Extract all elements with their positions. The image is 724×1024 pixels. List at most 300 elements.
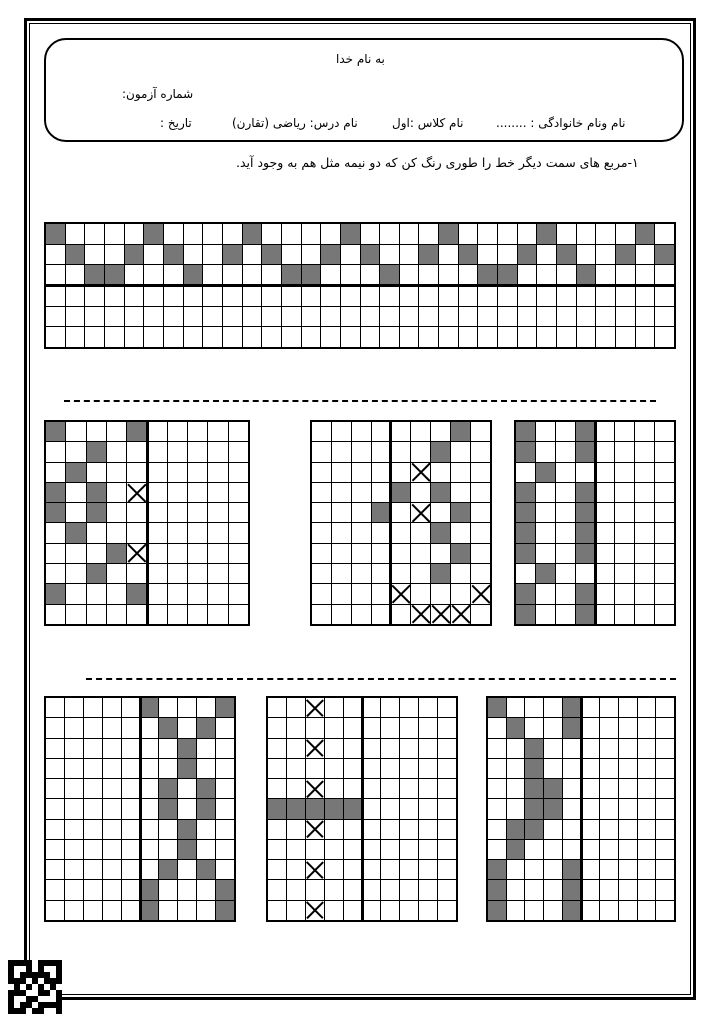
grid-cell[interactable] — [411, 523, 430, 542]
grid-cell[interactable] — [498, 307, 517, 327]
grid-cell[interactable] — [596, 245, 615, 265]
grid-cell[interactable] — [392, 503, 411, 522]
grid-cell[interactable] — [46, 605, 65, 624]
shaded-cell[interactable] — [563, 880, 581, 899]
grid-cell[interactable] — [140, 739, 158, 758]
grid-cell[interactable] — [84, 779, 102, 798]
grid-cell[interactable] — [419, 307, 438, 327]
grid-cell[interactable] — [325, 820, 343, 839]
grid-cell[interactable] — [400, 718, 418, 737]
grid-cell[interactable] — [66, 286, 85, 306]
grid-cell[interactable] — [332, 483, 351, 502]
shaded-cell[interactable] — [451, 422, 470, 441]
grid-cell[interactable] — [332, 544, 351, 563]
grid-cell[interactable] — [372, 463, 391, 482]
grid-cell[interactable] — [203, 224, 222, 244]
shaded-cell[interactable] — [459, 245, 478, 265]
grid-cell[interactable] — [197, 698, 215, 717]
shaded-cell[interactable] — [451, 503, 470, 522]
grid-cell[interactable] — [392, 523, 411, 542]
grid-cell[interactable] — [344, 698, 362, 717]
shaded-cell[interactable] — [282, 265, 301, 285]
grid-cell[interactable] — [536, 442, 555, 461]
grid-cell[interactable] — [451, 463, 470, 482]
grid-cell[interactable] — [411, 442, 430, 461]
grid-cell[interactable] — [306, 718, 324, 737]
grid-cell[interactable] — [596, 265, 615, 285]
grid-cell[interactable] — [556, 605, 575, 624]
grid-cell[interactable] — [203, 327, 222, 347]
grid-cell[interactable] — [208, 544, 227, 563]
grid-cell[interactable] — [144, 245, 163, 265]
grid-cell[interactable] — [164, 327, 183, 347]
shaded-cell[interactable] — [87, 483, 106, 502]
grid-cell[interactable] — [544, 901, 562, 920]
grid-cell[interactable] — [362, 799, 380, 818]
grid-cell[interactable] — [638, 779, 656, 798]
grid-cell[interactable] — [635, 463, 654, 482]
grid-cell[interactable] — [66, 503, 85, 522]
grid-cell[interactable] — [544, 759, 562, 778]
grid-cell[interactable] — [332, 564, 351, 583]
grid-cell[interactable] — [488, 718, 506, 737]
shaded-cell[interactable] — [197, 718, 215, 737]
grid-cell[interactable] — [577, 286, 596, 306]
grid-cell[interactable] — [287, 779, 305, 798]
grid-cell[interactable] — [125, 286, 144, 306]
grid-cell[interactable] — [84, 880, 102, 899]
grid-cell[interactable] — [46, 718, 64, 737]
grid-cell[interactable] — [536, 503, 555, 522]
shaded-cell[interactable] — [178, 739, 196, 758]
grid-cell[interactable] — [616, 286, 635, 306]
grid-cell[interactable] — [188, 503, 207, 522]
shaded-cell[interactable] — [563, 718, 581, 737]
grid-cell[interactable] — [147, 584, 166, 603]
grid-cell[interactable] — [438, 698, 456, 717]
grid-cell[interactable] — [638, 820, 656, 839]
grid-cell[interactable] — [488, 739, 506, 758]
grid-cell[interactable] — [332, 463, 351, 482]
grid-cell[interactable] — [46, 840, 64, 859]
grid-cell[interactable] — [635, 422, 654, 441]
grid-cell[interactable] — [615, 483, 634, 502]
shaded-cell[interactable] — [431, 564, 450, 583]
grid-cell[interactable] — [105, 286, 124, 306]
grid-cell[interactable] — [103, 799, 121, 818]
grid-cell[interactable] — [600, 820, 618, 839]
grid-cell[interactable] — [459, 286, 478, 306]
grid-cell[interactable] — [168, 483, 187, 502]
shaded-cell[interactable] — [576, 503, 595, 522]
grid-cell[interactable] — [87, 422, 106, 441]
shaded-cell[interactable] — [127, 584, 146, 603]
grid-cell[interactable] — [419, 224, 438, 244]
grid-cell[interactable] — [536, 422, 555, 441]
grid-cell[interactable] — [655, 463, 674, 482]
x-mark-icon[interactable] — [306, 860, 324, 879]
grid-cell[interactable] — [478, 245, 497, 265]
grid-cell[interactable] — [563, 799, 581, 818]
grid-cell[interactable] — [46, 564, 65, 583]
grid-cell[interactable] — [498, 327, 517, 347]
shaded-cell[interactable] — [516, 483, 535, 502]
shaded-cell[interactable] — [536, 463, 555, 482]
shaded-cell[interactable] — [563, 901, 581, 920]
grid-cell[interactable] — [65, 901, 83, 920]
grid-cell[interactable] — [66, 564, 85, 583]
grid-cell[interactable] — [361, 286, 380, 306]
grid-cell[interactable] — [85, 327, 104, 347]
grid-cell[interactable] — [302, 286, 321, 306]
grid-cell[interactable] — [46, 739, 64, 758]
grid-cell[interactable] — [208, 422, 227, 441]
grid-cell[interactable] — [619, 718, 637, 737]
grid-cell[interactable] — [178, 901, 196, 920]
grid-cell[interactable] — [229, 442, 248, 461]
grid-cell[interactable] — [306, 759, 324, 778]
shaded-cell[interactable] — [419, 245, 438, 265]
grid-cell[interactable] — [419, 739, 437, 758]
grid-cell[interactable] — [619, 779, 637, 798]
grid-cell[interactable] — [223, 286, 242, 306]
grid-cell[interactable] — [341, 245, 360, 265]
grid-cell[interactable] — [381, 739, 399, 758]
grid-cell[interactable] — [262, 286, 281, 306]
grid-cell[interactable] — [84, 901, 102, 920]
grid-cell[interactable] — [656, 820, 674, 839]
grid-cell[interactable] — [451, 584, 470, 603]
shaded-cell[interactable] — [325, 799, 343, 818]
grid-cell[interactable] — [556, 422, 575, 441]
grid-cell[interactable] — [619, 860, 637, 879]
grid-cell[interactable] — [147, 544, 166, 563]
grid-cell[interactable] — [140, 718, 158, 737]
grid-cell[interactable] — [312, 584, 331, 603]
grid-cell[interactable] — [85, 307, 104, 327]
grid-cell[interactable] — [282, 224, 301, 244]
grid-cell[interactable] — [438, 860, 456, 879]
grid-cell[interactable] — [344, 759, 362, 778]
grid-cell[interactable] — [84, 799, 102, 818]
grid-cell[interactable] — [122, 779, 140, 798]
grid-cell[interactable] — [107, 523, 126, 542]
grid-cell[interactable] — [147, 503, 166, 522]
shaded-cell[interactable] — [380, 265, 399, 285]
grid-cell[interactable] — [563, 820, 581, 839]
grid-cell[interactable] — [600, 759, 618, 778]
shaded-cell[interactable] — [563, 698, 581, 717]
shaded-cell[interactable] — [577, 265, 596, 285]
shaded-cell[interactable] — [178, 820, 196, 839]
grid-cell[interactable] — [615, 463, 634, 482]
grid-cell[interactable] — [122, 860, 140, 879]
grid-cell[interactable] — [168, 605, 187, 624]
grid-cell[interactable] — [208, 523, 227, 542]
shaded-cell[interactable] — [525, 759, 543, 778]
grid-cell[interactable] — [596, 307, 615, 327]
grid-cell[interactable] — [635, 584, 654, 603]
grid-cell[interactable] — [557, 224, 576, 244]
grid-cell[interactable] — [312, 442, 331, 461]
grid-cell[interactable] — [144, 286, 163, 306]
x-mark-icon[interactable] — [431, 605, 450, 624]
grid-cell[interactable] — [381, 880, 399, 899]
grid-cell[interactable] — [411, 483, 430, 502]
grid-cell[interactable] — [451, 483, 470, 502]
grid-cell[interactable] — [380, 307, 399, 327]
grid-cell[interactable] — [287, 901, 305, 920]
grid-cell[interactable] — [600, 739, 618, 758]
shaded-cell[interactable] — [87, 564, 106, 583]
shaded-cell[interactable] — [576, 422, 595, 441]
grid-cell[interactable] — [103, 840, 121, 859]
grid-cell[interactable] — [471, 503, 490, 522]
grid-cell[interactable] — [352, 544, 371, 563]
shaded-cell[interactable] — [87, 442, 106, 461]
grid-cell[interactable] — [544, 840, 562, 859]
grid-cell[interactable] — [344, 739, 362, 758]
grid-cell[interactable] — [655, 286, 674, 306]
x-mark-icon[interactable] — [411, 503, 430, 522]
grid-cell[interactable] — [325, 860, 343, 879]
grid-cell[interactable] — [164, 224, 183, 244]
shaded-cell[interactable] — [66, 463, 85, 482]
grid-cell[interactable] — [107, 422, 126, 441]
grid-cell[interactable] — [537, 265, 556, 285]
shaded-cell[interactable] — [516, 503, 535, 522]
grid-cell[interactable] — [147, 422, 166, 441]
grid-cell[interactable] — [87, 523, 106, 542]
grid-cell[interactable] — [471, 463, 490, 482]
grid-cell[interactable] — [164, 265, 183, 285]
grid-cell[interactable] — [122, 880, 140, 899]
grid-cell[interactable] — [352, 422, 371, 441]
shaded-cell[interactable] — [516, 605, 535, 624]
grid-cell[interactable] — [325, 779, 343, 798]
grid-cell[interactable] — [361, 224, 380, 244]
shaded-cell[interactable] — [287, 799, 305, 818]
grid-cell[interactable] — [107, 564, 126, 583]
grid-cell[interactable] — [655, 503, 674, 522]
grid-cell[interactable] — [438, 759, 456, 778]
grid-cell[interactable] — [638, 880, 656, 899]
shaded-cell[interactable] — [439, 224, 458, 244]
grid-cell[interactable] — [471, 605, 490, 624]
grid-cell[interactable] — [312, 503, 331, 522]
shaded-cell[interactable] — [488, 901, 506, 920]
grid-cell[interactable] — [459, 327, 478, 347]
grid-cell[interactable] — [438, 820, 456, 839]
grid-cell[interactable] — [140, 799, 158, 818]
grid-cell[interactable] — [344, 718, 362, 737]
shaded-cell[interactable] — [140, 880, 158, 899]
grid-cell[interactable] — [544, 860, 562, 879]
grid-cell[interactable] — [65, 779, 83, 798]
grid-cell[interactable] — [419, 265, 438, 285]
grid-cell[interactable] — [325, 880, 343, 899]
shaded-cell[interactable] — [488, 880, 506, 899]
shaded-cell[interactable] — [184, 265, 203, 285]
grid-cell[interactable] — [312, 564, 331, 583]
grid-cell[interactable] — [556, 463, 575, 482]
grid-cell[interactable] — [268, 739, 286, 758]
grid-cell[interactable] — [103, 759, 121, 778]
grid-cell[interactable] — [46, 463, 65, 482]
grid-cell[interactable] — [536, 584, 555, 603]
grid-cell[interactable] — [518, 286, 537, 306]
grid-cell[interactable] — [147, 483, 166, 502]
grid-cell[interactable] — [655, 442, 674, 461]
grid-cell[interactable] — [635, 544, 654, 563]
grid-cell[interactable] — [518, 307, 537, 327]
grid-cell[interactable] — [619, 759, 637, 778]
grid-cell[interactable] — [544, 820, 562, 839]
grid-cell[interactable] — [536, 605, 555, 624]
grid-cell[interactable] — [400, 265, 419, 285]
grid-cell[interactable] — [65, 820, 83, 839]
grid-cell[interactable] — [229, 463, 248, 482]
grid-cell[interactable] — [362, 860, 380, 879]
grid-cell[interactable] — [84, 698, 102, 717]
grid-cell[interactable] — [87, 584, 106, 603]
grid-cell[interactable] — [352, 442, 371, 461]
grid-cell[interactable] — [306, 840, 324, 859]
grid-cell[interactable] — [46, 327, 65, 347]
shaded-cell[interactable] — [223, 245, 242, 265]
grid-cell[interactable] — [556, 442, 575, 461]
grid-cell[interactable] — [419, 698, 437, 717]
x-mark-icon[interactable] — [127, 483, 146, 502]
shaded-cell[interactable] — [488, 698, 506, 717]
grid-cell[interactable] — [325, 739, 343, 758]
grid-cell[interactable] — [184, 224, 203, 244]
grid-cell[interactable] — [556, 564, 575, 583]
grid-cell[interactable] — [638, 698, 656, 717]
grid-cell[interactable] — [419, 718, 437, 737]
grid-cell[interactable] — [438, 799, 456, 818]
grid-cell[interactable] — [287, 759, 305, 778]
grid-cell[interactable] — [488, 820, 506, 839]
grid-cell[interactable] — [122, 901, 140, 920]
grid-cell[interactable] — [372, 564, 391, 583]
grid-cell[interactable] — [325, 901, 343, 920]
grid-cell[interactable] — [381, 860, 399, 879]
grid-cell[interactable] — [46, 265, 65, 285]
grid-cell[interactable] — [208, 584, 227, 603]
grid-cell[interactable] — [431, 463, 450, 482]
grid-cell[interactable] — [325, 698, 343, 717]
grid-cell[interactable] — [392, 605, 411, 624]
grid-cell[interactable] — [478, 327, 497, 347]
x-mark-icon[interactable] — [306, 698, 324, 717]
grid-cell[interactable] — [122, 698, 140, 717]
grid-cell[interactable] — [65, 739, 83, 758]
grid-cell[interactable] — [557, 327, 576, 347]
shaded-cell[interactable] — [372, 503, 391, 522]
grid-cell[interactable] — [362, 840, 380, 859]
grid-cell[interactable] — [344, 820, 362, 839]
grid-cell[interactable] — [372, 544, 391, 563]
grid-cell[interactable] — [208, 564, 227, 583]
grid-cell[interactable] — [159, 820, 177, 839]
grid-cell[interactable] — [451, 442, 470, 461]
grid-cell[interactable] — [557, 307, 576, 327]
grid-cell[interactable] — [596, 503, 615, 522]
grid-cell[interactable] — [431, 544, 450, 563]
shaded-cell[interactable] — [144, 224, 163, 244]
grid-cell[interactable] — [159, 739, 177, 758]
grid-cell[interactable] — [400, 739, 418, 758]
grid-cell[interactable] — [557, 265, 576, 285]
grid-cell[interactable] — [518, 327, 537, 347]
grid-cell[interactable] — [341, 327, 360, 347]
grid-cell[interactable] — [557, 286, 576, 306]
grid-cell[interactable] — [400, 307, 419, 327]
grid-cell[interactable] — [411, 584, 430, 603]
grid-cell[interactable] — [332, 605, 351, 624]
grid-cell[interactable] — [656, 759, 674, 778]
grid-cell[interactable] — [188, 605, 207, 624]
grid-cell[interactable] — [147, 605, 166, 624]
grid-cell[interactable] — [147, 442, 166, 461]
grid-cell[interactable] — [147, 523, 166, 542]
grid-cell[interactable] — [302, 327, 321, 347]
grid-cell[interactable] — [372, 422, 391, 441]
grid-cell[interactable] — [164, 286, 183, 306]
grid-cell[interactable] — [419, 759, 437, 778]
grid-cell[interactable] — [103, 820, 121, 839]
grid-cell[interactable] — [103, 718, 121, 737]
grid-cell[interactable] — [655, 422, 674, 441]
grid-cell[interactable] — [103, 880, 121, 899]
grid-cell[interactable] — [582, 698, 600, 717]
shaded-cell[interactable] — [544, 799, 562, 818]
grid-cell[interactable] — [65, 860, 83, 879]
grid-cell[interactable] — [438, 840, 456, 859]
grid-cell[interactable] — [372, 442, 391, 461]
grid-cell[interactable] — [312, 422, 331, 441]
grid-cell[interactable] — [600, 698, 618, 717]
grid-cell[interactable] — [638, 759, 656, 778]
grid-cell[interactable] — [656, 739, 674, 758]
grid-cell[interactable] — [615, 422, 634, 441]
shaded-cell[interactable] — [516, 422, 535, 441]
grid-cell[interactable] — [400, 759, 418, 778]
grid-cell[interactable] — [582, 718, 600, 737]
grid-cell[interactable] — [105, 327, 124, 347]
grid-cell[interactable] — [362, 779, 380, 798]
grid-cell[interactable] — [655, 224, 674, 244]
grid-cell[interactable] — [122, 718, 140, 737]
grid-cell[interactable] — [361, 265, 380, 285]
grid-cell[interactable] — [596, 286, 615, 306]
grid-cell[interactable] — [636, 265, 655, 285]
grid-cell[interactable] — [208, 483, 227, 502]
grid-cell[interactable] — [582, 840, 600, 859]
grid-cell[interactable] — [216, 840, 234, 859]
shaded-cell[interactable] — [488, 860, 506, 879]
shaded-cell[interactable] — [127, 422, 146, 441]
grid-cell[interactable] — [197, 840, 215, 859]
grid-cell[interactable] — [321, 327, 340, 347]
grid-cell[interactable] — [208, 463, 227, 482]
grid-cell[interactable] — [140, 759, 158, 778]
grid-cell[interactable] — [87, 605, 106, 624]
grid-cell[interactable] — [46, 901, 64, 920]
grid-cell[interactable] — [372, 605, 391, 624]
grid-cell[interactable] — [488, 779, 506, 798]
